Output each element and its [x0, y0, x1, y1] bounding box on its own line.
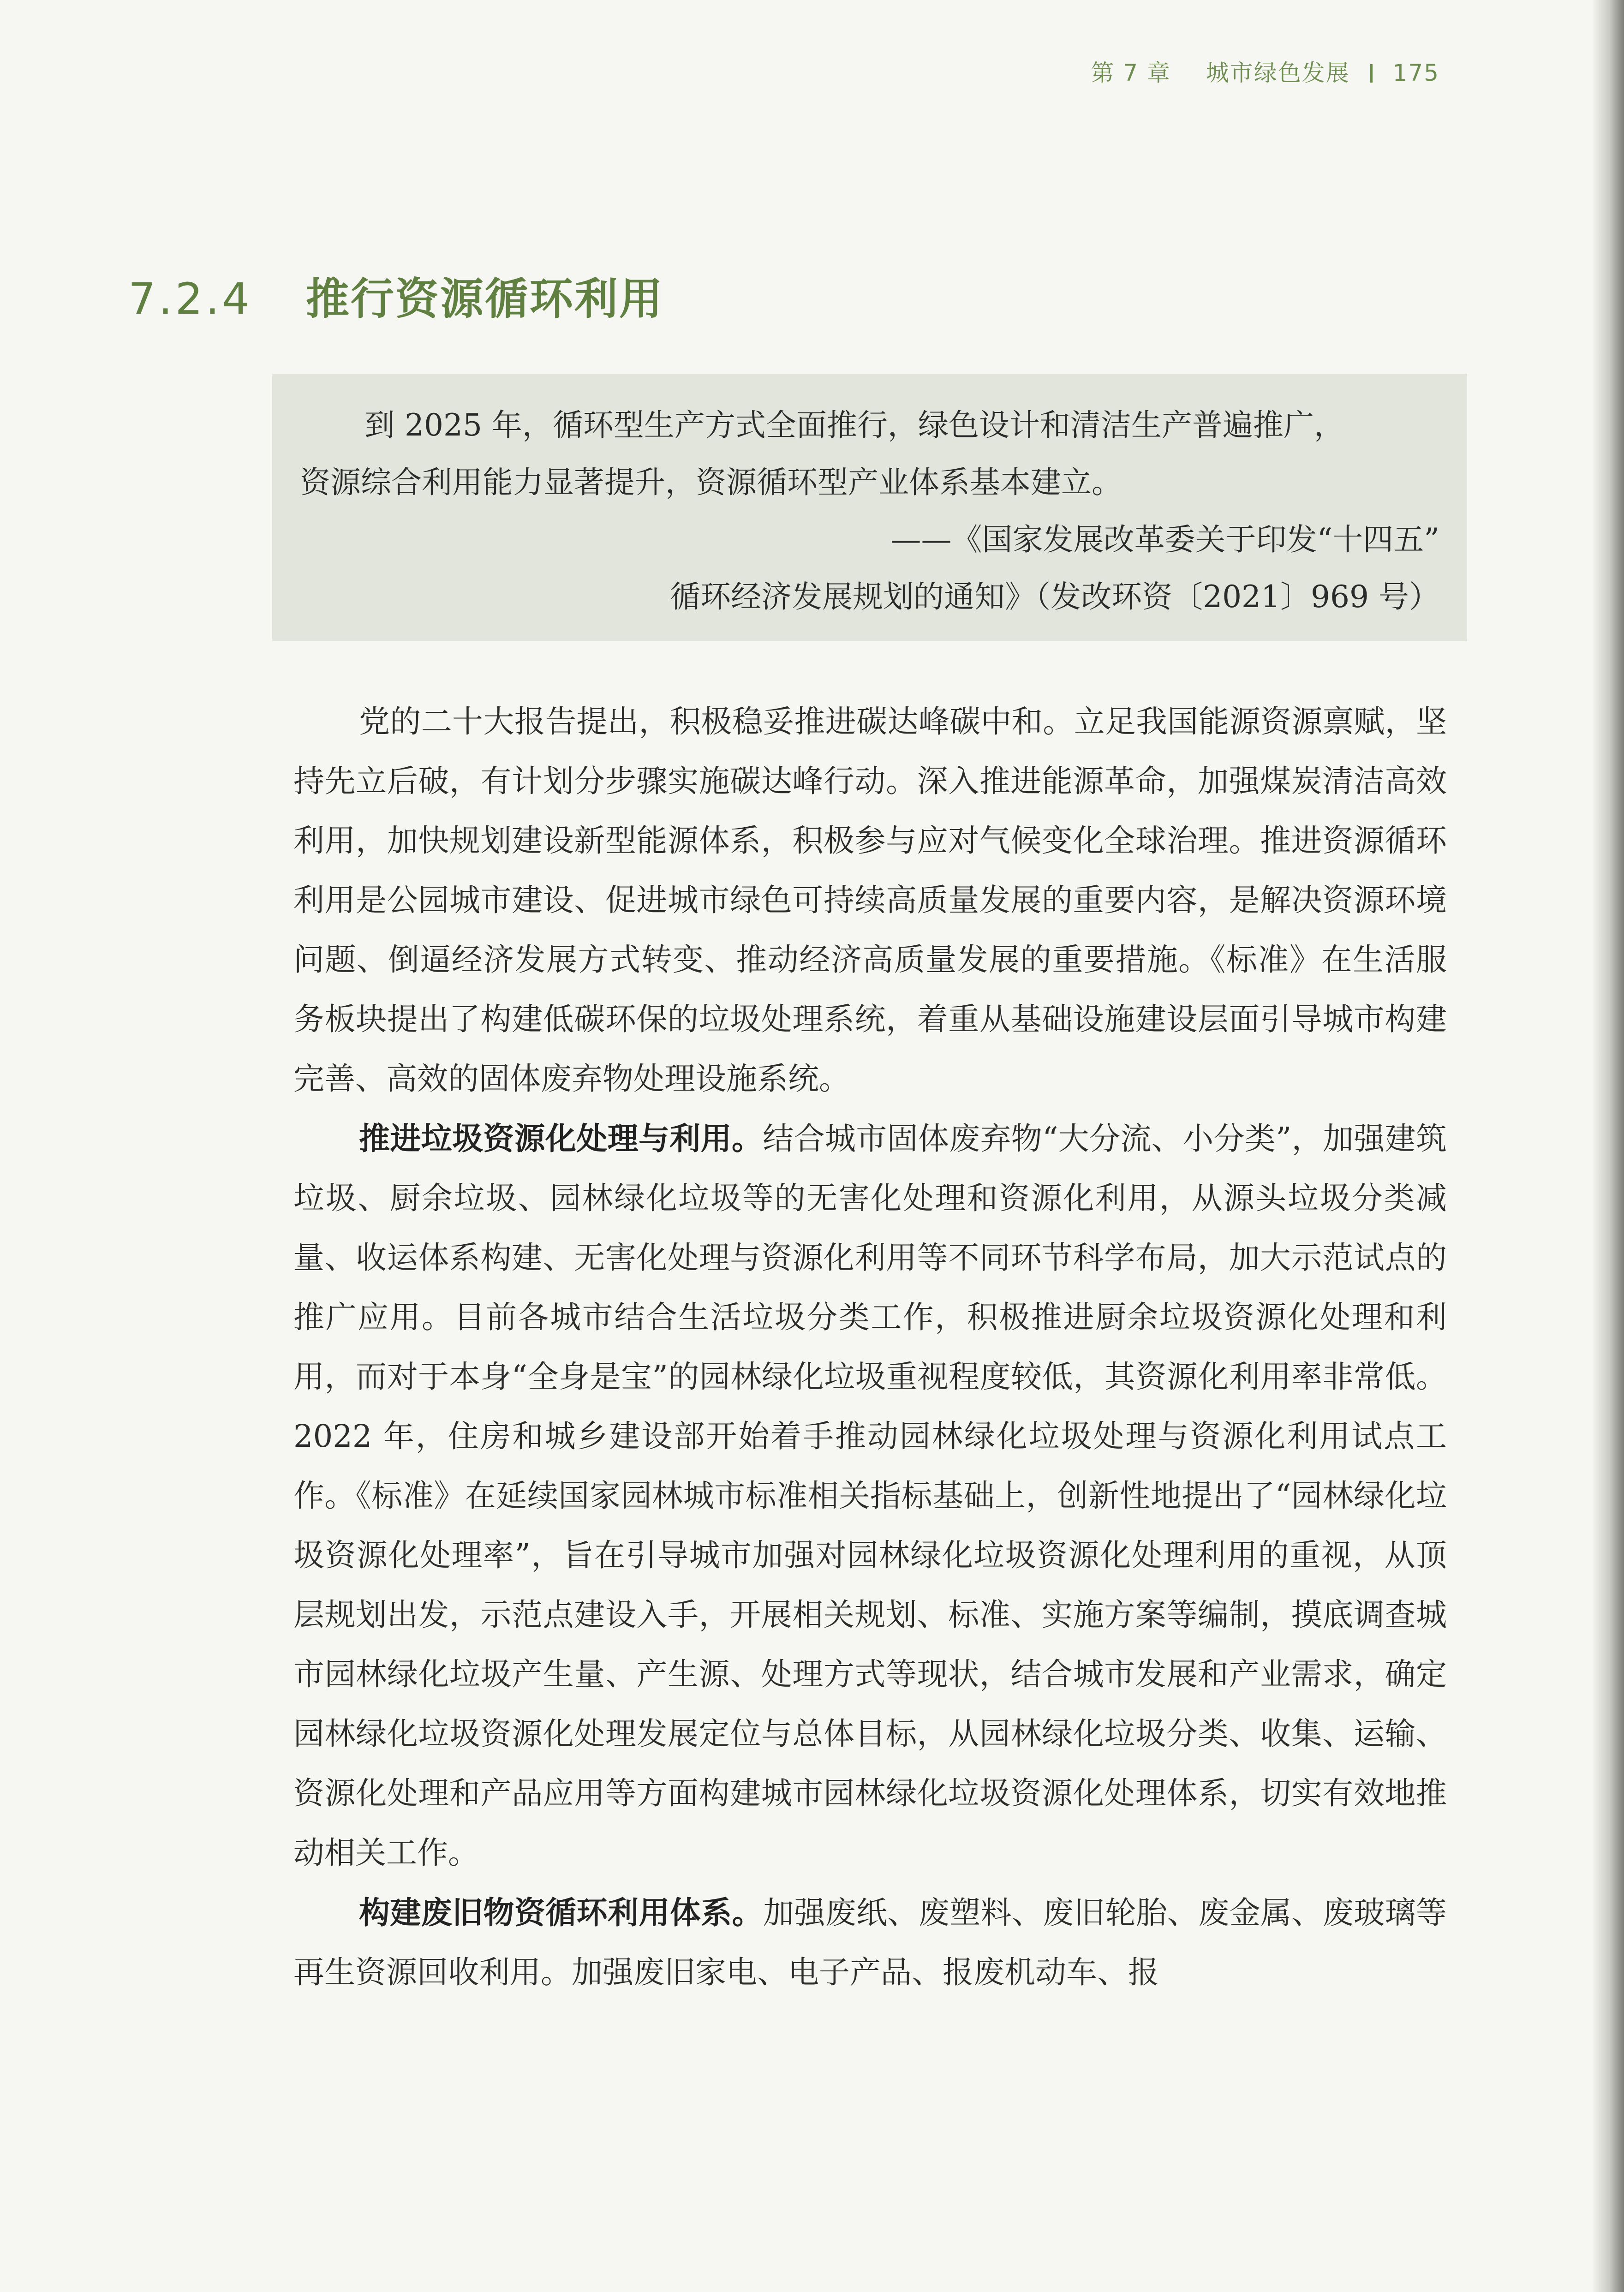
paragraph-3-text: 加强废纸、废塑料、废旧轮胎、废金属、废玻璃等再生资源回收利用。加强废旧家电、电子产品、报废机动车、报: [293, 1895, 1447, 1990]
chapter-label: 第 7 章: [1091, 60, 1171, 86]
quote-source-line-1: ——《国家发展改革委关于印发“十四五”: [890, 522, 1439, 557]
quote-line-2: 资源综合利用能力显著提升，资源循环型产业体系基本建立。: [300, 465, 1122, 500]
page-number: 175: [1392, 60, 1439, 86]
body-text: [293, 692, 1447, 2002]
paragraph-1-text: 党的二十大报告提出，积极稳妥推进碳达峰碳中和。立足我国能源资源禀赋，坚持先立后破，有计划分步骤实施碳达峰行动。深入推进能源革命，加强煤炭清洁高效利用，加快规划建设新型能源体系，积极参与应对气候变化全球治理。推进资源循环利用是公园城市建设、促进城市绿色可持续高质量发展的重要内容，是解决资源环境问题、倒逼经济发展方式转变、推动经济高质量发展的重要措施。《标准》在生活服务板块提出了构建低碳环保的垃圾处理系统，着重从基础设施建设层面引导城市构建完善、高效的固体废弃物处理设施系统。: [293, 704, 1447, 1097]
chapter-title: 城市绿色发展: [1206, 60, 1350, 86]
paragraph-1: [293, 692, 1447, 1109]
paragraph-2-text: 结合城市固体废弃物“大分流、小分类”，加强建筑垃圾、厨余垃圾、园林绿化垃圾等的无害化处理和资源化利用，从源头垃圾分类减量、收运体系构建、无害化处理与资源化利用等不同环节科学布局，加大示范试点的推广应用。目前各城市结合生活垃圾分类工作，积极推进厨余垃圾资源化处理和利用，而对于本身“全身是宝”的园林绿化垃圾重视程度较低，其资源化利用率非常低。2022 年，住房和城乡建设部开始着手推动园林绿化垃圾处理与资源化利用试点工作。《标准》在延续国家园林城市标准相关指标基础上，创新性地提出了“园林绿化垃圾资源化处理率”，旨在引导城市加强对园林绿化垃圾资源化处理利用的重视，从顶层规划出发，示范点建设入手，开展相关规划、标准、实施方案等编制，摸底调查城市园林绿化垃圾产生量、产生源、处理方式等现状，结合城市发展和产业需求，确定园林绿化垃圾资源化处理发展定位与总体目标，从园林绿化垃圾分类、收集、运输、资源化处理和产品应用等方面构建城市园林绿化垃圾资源化处理体系，切实有效地推动相关工作。: [293, 1121, 1447, 1871]
paragraph-3: [293, 1883, 1447, 2002]
quote-line-1: 到 2025 年，循环型生产方式全面推行，绿色设计和清洁生产普遍推广，: [364, 407, 1344, 443]
paragraph-2: [293, 1109, 1447, 1883]
section-number: 7.2.4: [128, 274, 253, 324]
epigraph-quote-box: [272, 374, 1467, 641]
paragraph-2-lead: 推进垃圾资源化处理与利用。: [359, 1120, 763, 1157]
paragraph-3-lead: 构建废旧物资循环利用体系。: [359, 1894, 763, 1931]
section-title: 推行资源循环利用: [305, 274, 664, 324]
running-header: [1091, 54, 1439, 88]
quote-source-line-2: 循环经济发展规划的通知》（发改环资〔2021〕969 号）: [670, 579, 1439, 615]
page-binding-shadow: [1592, 0, 1624, 2292]
header-separator: [1370, 64, 1373, 83]
section-heading: [128, 264, 664, 326]
